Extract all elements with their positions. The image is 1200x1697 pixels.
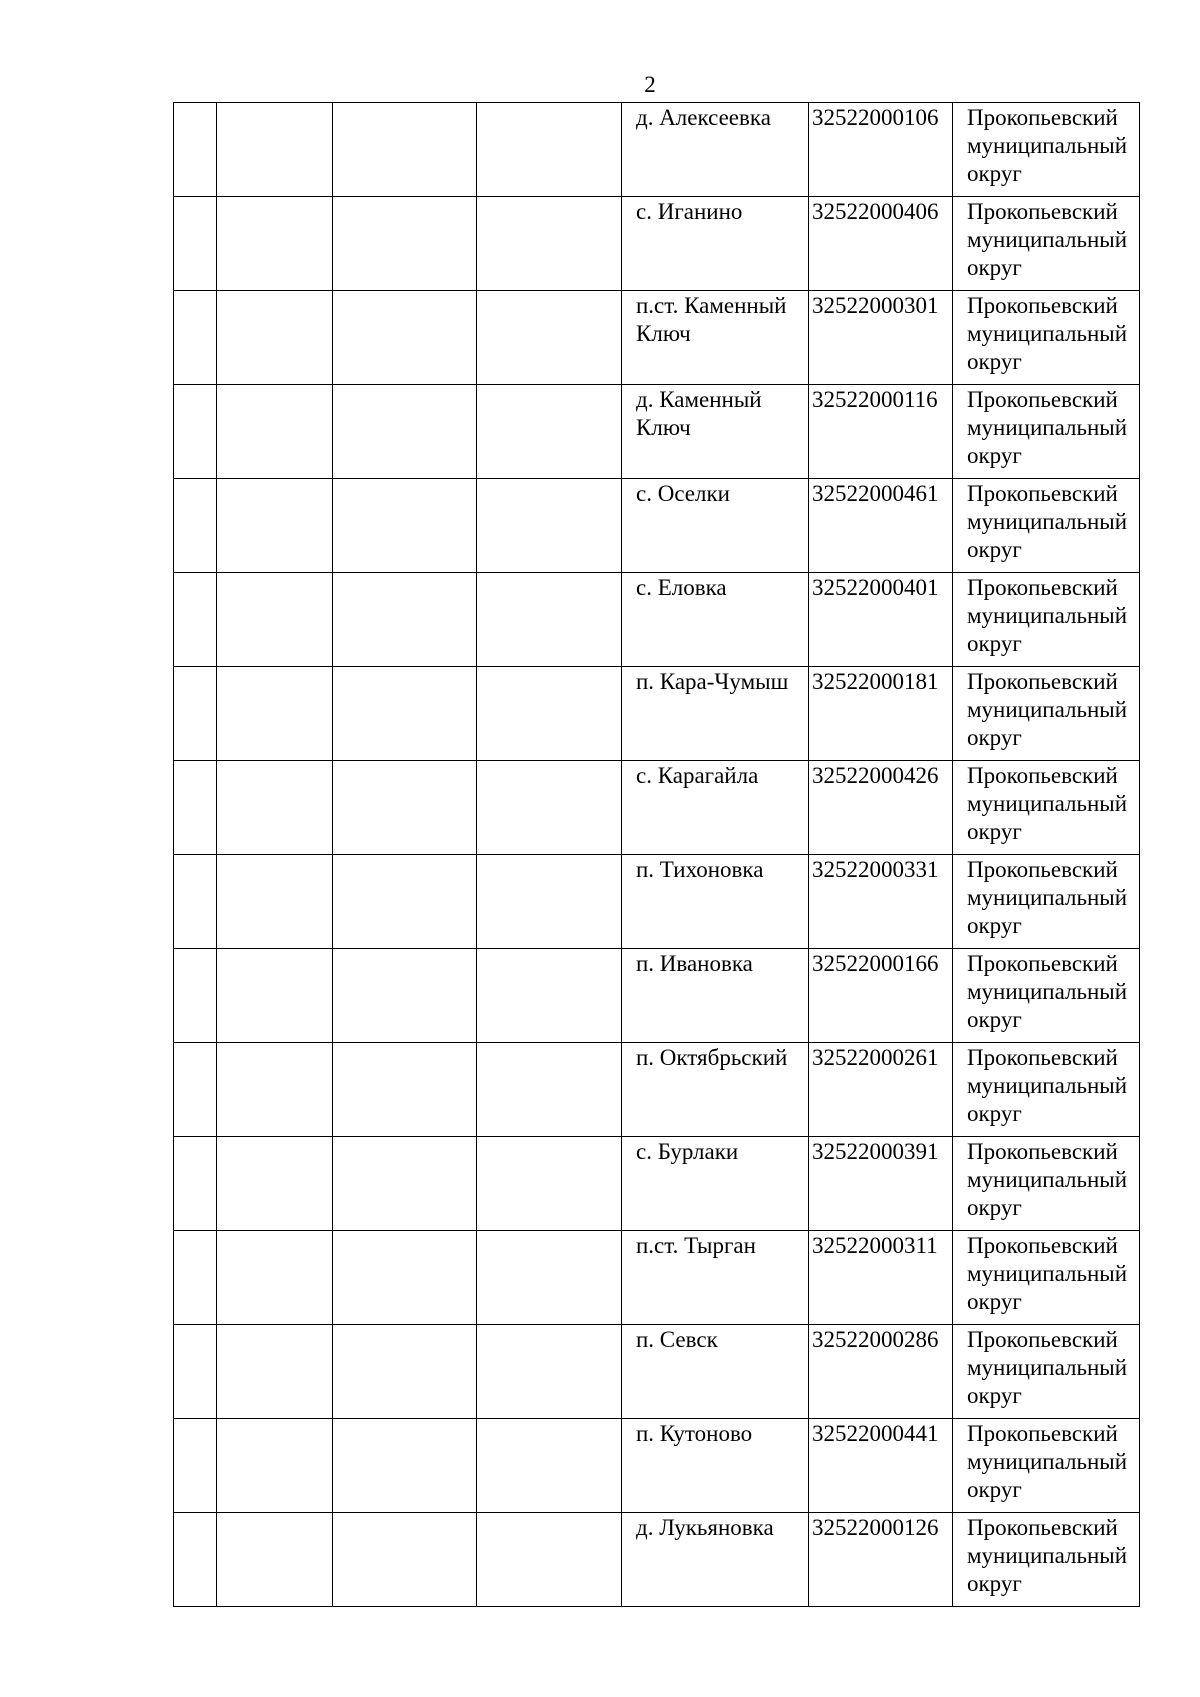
empty-cell: [333, 385, 477, 479]
empty-cell: [477, 385, 622, 479]
district-line: муниципальный: [967, 1261, 1128, 1286]
settlements-table: [173, 102, 1140, 1607]
empty-cell: [333, 291, 477, 385]
district-line: округ: [967, 725, 1022, 750]
district-line: округ: [967, 537, 1022, 562]
empty-cell: [477, 855, 622, 949]
district-line: муниципальный: [967, 133, 1128, 158]
oktmo-code-cell: 32522000261: [809, 1043, 953, 1137]
district-line: муниципальный: [967, 979, 1128, 1004]
settlement-name-cell: д. Алексеевка: [622, 103, 809, 197]
empty-cell: [477, 1325, 622, 1419]
empty-cell: [477, 1137, 622, 1231]
empty-cell: [174, 1419, 217, 1513]
district-cell: [953, 855, 1140, 949]
district-line: округ: [967, 349, 1022, 374]
district-line: муниципальный: [967, 1543, 1128, 1568]
empty-cell: [217, 291, 333, 385]
table-row: [174, 479, 1140, 573]
empty-cell: [477, 103, 622, 197]
district-line: округ: [967, 1477, 1022, 1502]
district-cell: [953, 1513, 1140, 1607]
empty-cell: [174, 761, 217, 855]
settlement-name-cell: д. Каменный Ключ: [622, 385, 809, 479]
district-line: муниципальный: [967, 1355, 1128, 1380]
empty-cell: [333, 1419, 477, 1513]
settlement-name-cell: п.ст. Каменный Ключ: [622, 291, 809, 385]
table-row: [174, 573, 1140, 667]
oktmo-code-cell: 32522000311: [809, 1231, 953, 1325]
district-line: округ: [967, 913, 1022, 938]
empty-cell: [333, 1513, 477, 1607]
empty-cell: [333, 855, 477, 949]
empty-cell: [217, 385, 333, 479]
settlement-name-cell: с. Оселки: [622, 479, 809, 573]
district-line: Прокопьевский: [967, 1139, 1118, 1164]
empty-cell: [333, 479, 477, 573]
district-line: Прокопьевский: [967, 105, 1118, 130]
table-row: [174, 1043, 1140, 1137]
district-line: муниципальный: [967, 1167, 1128, 1192]
district-line: Прокопьевский: [967, 199, 1118, 224]
district-line: муниципальный: [967, 697, 1128, 722]
oktmo-code-cell: 32522000441: [809, 1419, 953, 1513]
settlement-name-cell: п. Октябрьский: [622, 1043, 809, 1137]
district-cell: [953, 197, 1140, 291]
oktmo-code-cell: 32522000286: [809, 1325, 953, 1419]
district-line: округ: [967, 819, 1022, 844]
empty-cell: [217, 949, 333, 1043]
district-line: округ: [967, 1195, 1022, 1220]
oktmo-code-cell: 32522000426: [809, 761, 953, 855]
empty-cell: [217, 1513, 333, 1607]
empty-cell: [217, 573, 333, 667]
empty-cell: [174, 103, 217, 197]
empty-cell: [333, 1043, 477, 1137]
empty-cell: [477, 1231, 622, 1325]
table-row: [174, 1419, 1140, 1513]
empty-cell: [477, 1419, 622, 1513]
district-cell: [953, 1419, 1140, 1513]
empty-cell: [217, 855, 333, 949]
district-line: округ: [967, 1571, 1022, 1596]
oktmo-code-cell: 32522000181: [809, 667, 953, 761]
empty-cell: [217, 1325, 333, 1419]
district-cell: [953, 291, 1140, 385]
empty-cell: [217, 1137, 333, 1231]
table-row: [174, 949, 1140, 1043]
empty-cell: [217, 761, 333, 855]
empty-cell: [217, 197, 333, 291]
empty-cell: [333, 667, 477, 761]
district-line: округ: [967, 1101, 1022, 1126]
district-line: Прокопьевский: [967, 481, 1118, 506]
empty-cell: [217, 667, 333, 761]
district-line: муниципальный: [967, 1073, 1128, 1098]
empty-cell: [217, 479, 333, 573]
district-line: муниципальный: [967, 791, 1128, 816]
empty-cell: [174, 1513, 217, 1607]
empty-cell: [174, 855, 217, 949]
oktmo-code-cell: 32522000406: [809, 197, 953, 291]
settlement-name-cell: с. Карагайла: [622, 761, 809, 855]
table-row: [174, 197, 1140, 291]
district-line: Прокопьевский: [967, 387, 1118, 412]
table-row: [174, 1325, 1140, 1419]
table-row: [174, 103, 1140, 197]
table-row: [174, 667, 1140, 761]
settlement-name-cell: п.ст. Тырган: [622, 1231, 809, 1325]
district-line: муниципальный: [967, 1449, 1128, 1474]
empty-cell: [174, 573, 217, 667]
settlement-name-cell: с. Иганино: [622, 197, 809, 291]
district-line: Прокопьевский: [967, 1421, 1118, 1446]
district-cell: [953, 1231, 1140, 1325]
district-cell: [953, 103, 1140, 197]
oktmo-code-cell: 32522000391: [809, 1137, 953, 1231]
empty-cell: [217, 1231, 333, 1325]
empty-cell: [477, 1513, 622, 1607]
district-line: муниципальный: [967, 415, 1128, 440]
district-line: муниципальный: [967, 321, 1128, 346]
settlement-name-cell: д. Лукьяновка: [622, 1513, 809, 1607]
table-row: [174, 291, 1140, 385]
district-cell: [953, 479, 1140, 573]
empty-cell: [174, 667, 217, 761]
oktmo-code-cell: 32522000331: [809, 855, 953, 949]
district-line: Прокопьевский: [967, 951, 1118, 976]
oktmo-code-cell: 32522000401: [809, 573, 953, 667]
district-cell: [953, 667, 1140, 761]
page-number: 2: [644, 72, 656, 97]
empty-cell: [217, 103, 333, 197]
empty-cell: [174, 385, 217, 479]
empty-cell: [174, 1231, 217, 1325]
oktmo-code-cell: 32522000461: [809, 479, 953, 573]
settlement-name-cell: п. Севск: [622, 1325, 809, 1419]
district-line: округ: [967, 1007, 1022, 1032]
empty-cell: [477, 667, 622, 761]
district-line: округ: [967, 1289, 1022, 1314]
empty-cell: [217, 1043, 333, 1137]
settlement-name-cell: п. Кутоново: [622, 1419, 809, 1513]
district-line: округ: [967, 443, 1022, 468]
district-line: муниципальный: [967, 603, 1128, 628]
district-line: Прокопьевский: [967, 857, 1118, 882]
district-line: муниципальный: [967, 885, 1128, 910]
empty-cell: [477, 291, 622, 385]
oktmo-code-cell: 32522000106: [809, 103, 953, 197]
district-cell: [953, 385, 1140, 479]
district-line: Прокопьевский: [967, 293, 1118, 318]
district-cell: [953, 1325, 1140, 1419]
oktmo-code-cell: 32522000301: [809, 291, 953, 385]
empty-cell: [477, 761, 622, 855]
district-line: Прокопьевский: [967, 1045, 1118, 1070]
district-line: Прокопьевский: [967, 1233, 1118, 1258]
empty-cell: [174, 1043, 217, 1137]
district-cell: [953, 761, 1140, 855]
table-row: [174, 385, 1140, 479]
empty-cell: [477, 949, 622, 1043]
settlement-name-cell: п. Ивановка: [622, 949, 809, 1043]
empty-cell: [333, 761, 477, 855]
empty-cell: [477, 479, 622, 573]
empty-cell: [333, 197, 477, 291]
empty-cell: [477, 197, 622, 291]
district-line: Прокопьевский: [967, 669, 1118, 694]
table-row: [174, 1513, 1140, 1607]
empty-cell: [174, 291, 217, 385]
district-line: округ: [967, 255, 1022, 280]
settlement-name-cell: п. Тихоновка: [622, 855, 809, 949]
empty-cell: [217, 1419, 333, 1513]
oktmo-code-cell: 32522000166: [809, 949, 953, 1043]
district-line: округ: [967, 631, 1022, 656]
district-line: Прокопьевский: [967, 1327, 1118, 1352]
empty-cell: [174, 197, 217, 291]
empty-cell: [333, 1137, 477, 1231]
table-row: [174, 761, 1140, 855]
settlement-name-cell: п. Кара-Чумыш: [622, 667, 809, 761]
empty-cell: [174, 1325, 217, 1419]
district-line: округ: [967, 1383, 1022, 1408]
table-body: [174, 103, 1140, 1607]
oktmo-code-cell: 32522000126: [809, 1513, 953, 1607]
settlement-name-cell: с. Бурлаки: [622, 1137, 809, 1231]
empty-cell: [174, 1137, 217, 1231]
district-cell: [953, 1043, 1140, 1137]
district-line: округ: [967, 161, 1022, 186]
settlement-name-cell: с. Еловка: [622, 573, 809, 667]
district-cell: [953, 1137, 1140, 1231]
oktmo-code-cell: 32522000116: [809, 385, 953, 479]
empty-cell: [333, 573, 477, 667]
district-cell: [953, 949, 1140, 1043]
empty-cell: [333, 949, 477, 1043]
empty-cell: [477, 1043, 622, 1137]
empty-cell: [333, 1325, 477, 1419]
empty-cell: [477, 573, 622, 667]
district-line: Прокопьевский: [967, 1515, 1118, 1540]
table-row: [174, 1137, 1140, 1231]
empty-cell: [174, 949, 217, 1043]
district-line: Прокопьевский: [967, 763, 1118, 788]
empty-cell: [333, 103, 477, 197]
district-line: муниципальный: [967, 509, 1128, 534]
empty-cell: [333, 1231, 477, 1325]
district-line: Прокопьевский: [967, 575, 1118, 600]
table-row: [174, 855, 1140, 949]
district-line: муниципальный: [967, 227, 1128, 252]
table-row: [174, 1231, 1140, 1325]
empty-cell: [174, 479, 217, 573]
district-cell: [953, 573, 1140, 667]
